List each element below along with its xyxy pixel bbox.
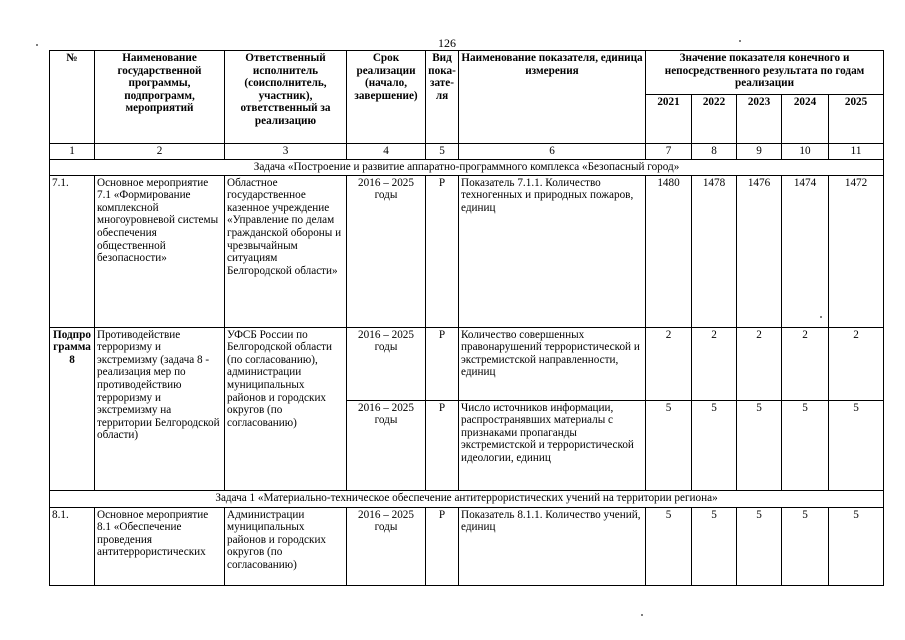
row-indicator-name: Показатель 8.1.1. Количество учений, единиц	[459, 507, 646, 585]
column-number: 1	[50, 144, 95, 160]
row-executor: Администрации муниципальных районов и городских округов (по согласованию)	[225, 507, 347, 585]
row-value: 1472	[829, 175, 884, 327]
row-name: Основное мероприятие 8.1 «Обеспечение проведения антитеррористических	[95, 507, 225, 585]
task-row	[50, 159, 884, 175]
row-value: 5	[692, 507, 737, 585]
row-value: 5	[692, 400, 737, 490]
column-number: 8	[692, 144, 737, 160]
task-row	[50, 490, 884, 507]
row-indicator-kind: Р	[426, 400, 459, 490]
row-term: 2016 – 2025 годы	[347, 175, 426, 327]
row-value: 5	[782, 507, 829, 585]
column-numbers-row	[50, 144, 884, 160]
column-number: 3	[225, 144, 347, 160]
scan-speck	[820, 316, 822, 318]
column-number: 6	[459, 144, 646, 160]
header-year: 2023	[737, 95, 782, 144]
subprogram-number: Подпро грамма 8	[50, 327, 95, 490]
scan-speck	[36, 44, 38, 46]
row-value: 5	[782, 400, 829, 490]
header-year: 2025	[829, 95, 884, 144]
row-term: 2016 – 2025 годы	[347, 507, 426, 585]
header-term: Срок реализации (начало, завершение)	[347, 51, 426, 144]
column-number: 9	[737, 144, 782, 160]
row-value: 1478	[692, 175, 737, 327]
subprogram-name: Противодействие терроризму и экстремизму (задача 8 - реализация мер по противодействию терроризму и экстремизму на территории Белгородской области)	[95, 327, 225, 490]
row-value: 1476	[737, 175, 782, 327]
table-row	[50, 175, 884, 327]
row-term: 2016 – 2025 годы	[347, 400, 426, 490]
row-value: 1474	[782, 175, 829, 327]
header-program-name: Наименование государственной программы, подпрограмм, мероприятий	[95, 51, 225, 144]
scan-speck	[739, 40, 741, 42]
row-number: 8.1.	[50, 507, 95, 585]
row-value: 5	[646, 507, 692, 585]
header-indicator-name: Наименование показателя, единица измерения	[459, 51, 646, 144]
scan-speck	[641, 614, 643, 616]
page-number: 126	[438, 36, 456, 50]
row-indicator-kind: Р	[426, 175, 459, 327]
row-executor: Областное государственное казенное учреждение «Управление по делам гражданской обороны и чрезвычайным ситуациям Белгородской области»	[225, 175, 347, 327]
row-term: 2016 – 2025 годы	[347, 327, 426, 400]
task-title: Задача «Построение и развитие аппаратно-программного комплекса «Безопасный город»	[50, 159, 884, 175]
row-value: 5	[737, 400, 782, 490]
row-indicator-kind: Р	[426, 507, 459, 585]
row-value: 2	[782, 327, 829, 400]
row-value: 2	[829, 327, 884, 400]
program-table	[49, 50, 884, 586]
header-values-group: Значение показателя конечного и непосредственного результата по годам реализации	[646, 51, 884, 95]
row-value: 2	[692, 327, 737, 400]
header-executor: Ответственный исполнитель (соисполнитель, участник), ответственный за реализацию	[225, 51, 347, 144]
row-indicator-name: Число источников информации, распространявших материалы с признаками пропаганды экстремистской и террористической идеологии, единиц	[459, 400, 646, 490]
row-value: 5	[737, 507, 782, 585]
column-number: 7	[646, 144, 692, 160]
table-row	[50, 507, 884, 585]
row-number: 7.1.	[50, 175, 95, 327]
column-number: 11	[829, 144, 884, 160]
header-year: 2022	[692, 95, 737, 144]
header-row	[50, 51, 884, 95]
column-number: 4	[347, 144, 426, 160]
column-number: 5	[426, 144, 459, 160]
row-indicator-name: Количество совершенных правонарушений террористической и экстремистской направленности, единиц	[459, 327, 646, 400]
row-value: 5	[646, 400, 692, 490]
header-year: 2024	[782, 95, 829, 144]
row-value: 1480	[646, 175, 692, 327]
row-value: 2	[737, 327, 782, 400]
row-indicator-kind: Р	[426, 327, 459, 400]
header-number: №	[50, 51, 95, 144]
column-number: 10	[782, 144, 829, 160]
row-value: 5	[829, 400, 884, 490]
row-name: Основное мероприятие 7.1 «Формирование комплексной многоуровневой системы обеспечения общественной безопасности»	[95, 175, 225, 327]
task-title: Задача 1 «Материально-техническое обеспечение антитеррористических учений на территории региона»	[50, 490, 884, 507]
table-row	[50, 327, 884, 400]
row-indicator-name: Показатель 7.1.1. Количество техногенных и природных пожаров, единиц	[459, 175, 646, 327]
header-indicator-kind: Вид пока-зате-ля	[426, 51, 459, 144]
subprogram-executor: УФСБ России по Белгородской области (по согласованию), администрации муниципальных районов и городских округов (по согласованию)	[225, 327, 347, 490]
row-value: 5	[829, 507, 884, 585]
column-number: 2	[95, 144, 225, 160]
row-value: 2	[646, 327, 692, 400]
header-year: 2021	[646, 95, 692, 144]
